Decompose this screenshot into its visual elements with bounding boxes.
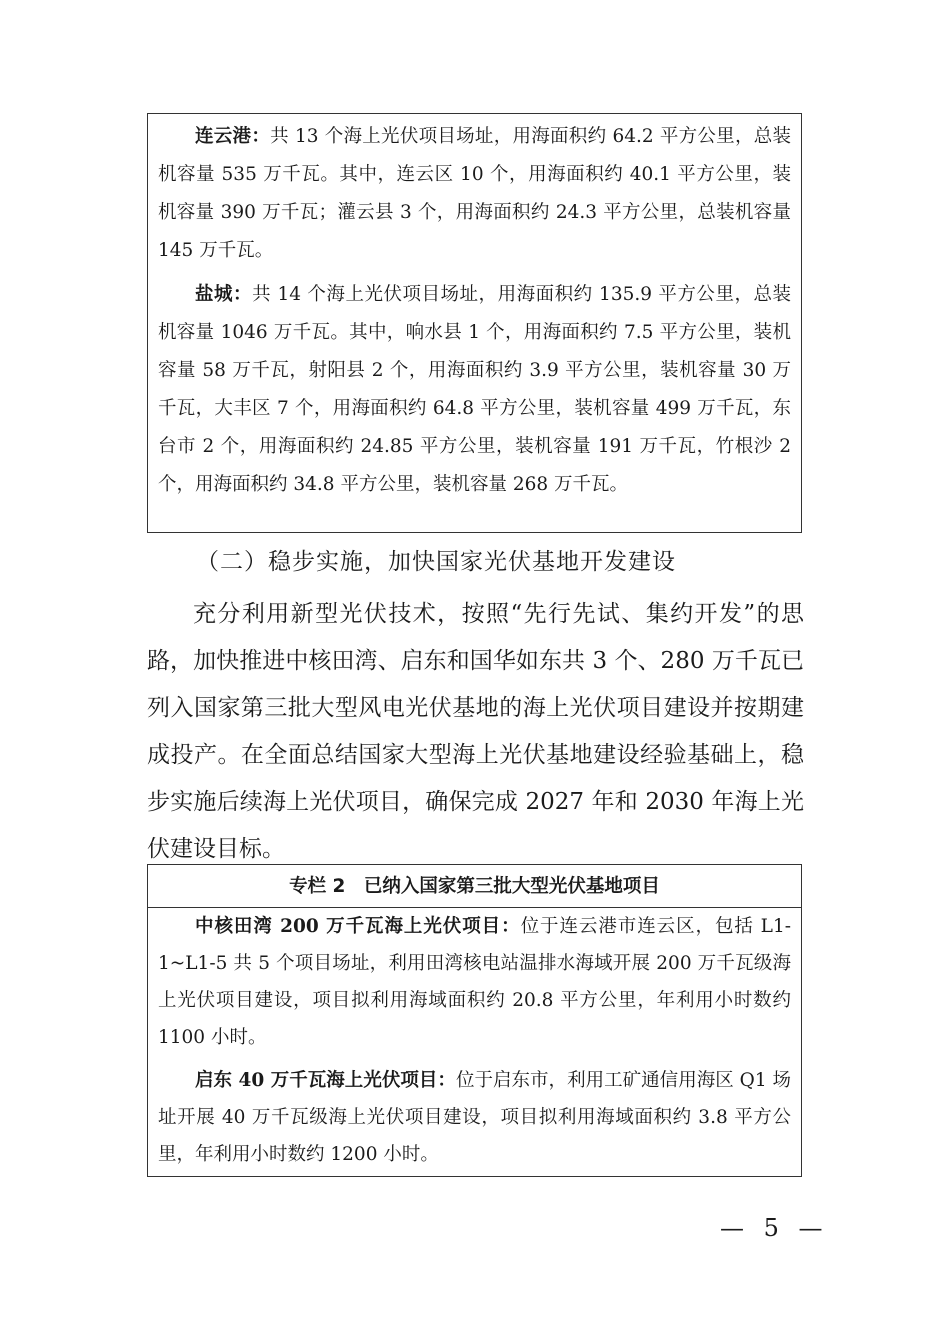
section-heading: （二）稳步实施，加快国家光伏基地开发建设 [196, 549, 676, 575]
qidong-paragraph [158, 1062, 791, 1173]
qidong-text: 位于启东市，利用工矿通信用海区 Q1 场址开展 40 万千瓦级海上光伏项目建设，项目拟利用海域面积约 3.8 平方公里，年利用小时数约 1200 小时。 [158, 1070, 791, 1165]
lianyungang-text: 共 13 个海上光伏项目场址，用海面积约 64.2 平方公里，总装机容量 535 万千瓦。其中，连云区 10 个，用海面积约 40.1 平方公里，装机容量 390 万千瓦；灌云县 3 个，用海面积约 24.3 平方公里，总装机容量 145 万千瓦。 [158, 126, 791, 261]
lianyungang-lead: 连云港： [195, 126, 271, 147]
tianwan-paragraph [158, 908, 791, 1056]
yancheng-text: 共 14 个海上光伏项目场址，用海面积约 135.9 平方公里，总装机容量 1046 万千瓦。其中，响水县 1 个，用海面积约 7.5 平方公里，装机容量 58 万千瓦，射阳县 2 个，用海面积约 3.9 平方公里，装机容量 30 万千瓦，大丰区 7 个，用海面积约 64.8 平方公里，装机容量 499 万千瓦，东台市 2 个，用海面积约 24.85 平方公里，装机容量 191 万千瓦，竹根沙 2 个，用海面积约 34.8 平方公里，装机容量 268 万千瓦。 [158, 284, 791, 495]
column-box-2 [147, 864, 802, 1177]
yancheng-paragraph [158, 276, 791, 504]
column-box-title: 专栏 2 已纳入国家第三批大型光伏基地项目 [148, 865, 801, 908]
column-box-body [148, 908, 801, 1173]
regional-summary-box [147, 113, 802, 533]
tianwan-lead: 中核田湾 200 万千瓦海上光伏项目： [195, 916, 521, 937]
yancheng-lead: 盐城： [195, 284, 253, 305]
qidong-lead: 启东 40 万千瓦海上光伏项目： [195, 1070, 456, 1091]
page-number: — 5 — [720, 1214, 829, 1242]
lianyungang-paragraph [158, 118, 791, 270]
body-paragraph: 充分利用新型光伏技术，按照“先行先试、集约开发”的思路，加快推进中核田湾、启东和国华如东共 3 个、280 万千瓦已列入国家第三批大型风电光伏基地的海上光伏项目建设并按期建成投产。在全面总结国家大型海上光伏基地建设经验基础上，稳步实施后续海上光伏项目，确保完成 2027 年和 2030 年海上光伏建设目标。 [147, 601, 804, 862]
tianwan-text: 位于连云港市连云区，包括 L1-1~L1-5 共 5 个项目场址，利用田湾核电站温排水海域开展 200 万千瓦级海上光伏项目建设，项目拟利用海域面积约 20.8 平方公里，年利用小时数约 1100 小时。 [158, 916, 791, 1048]
